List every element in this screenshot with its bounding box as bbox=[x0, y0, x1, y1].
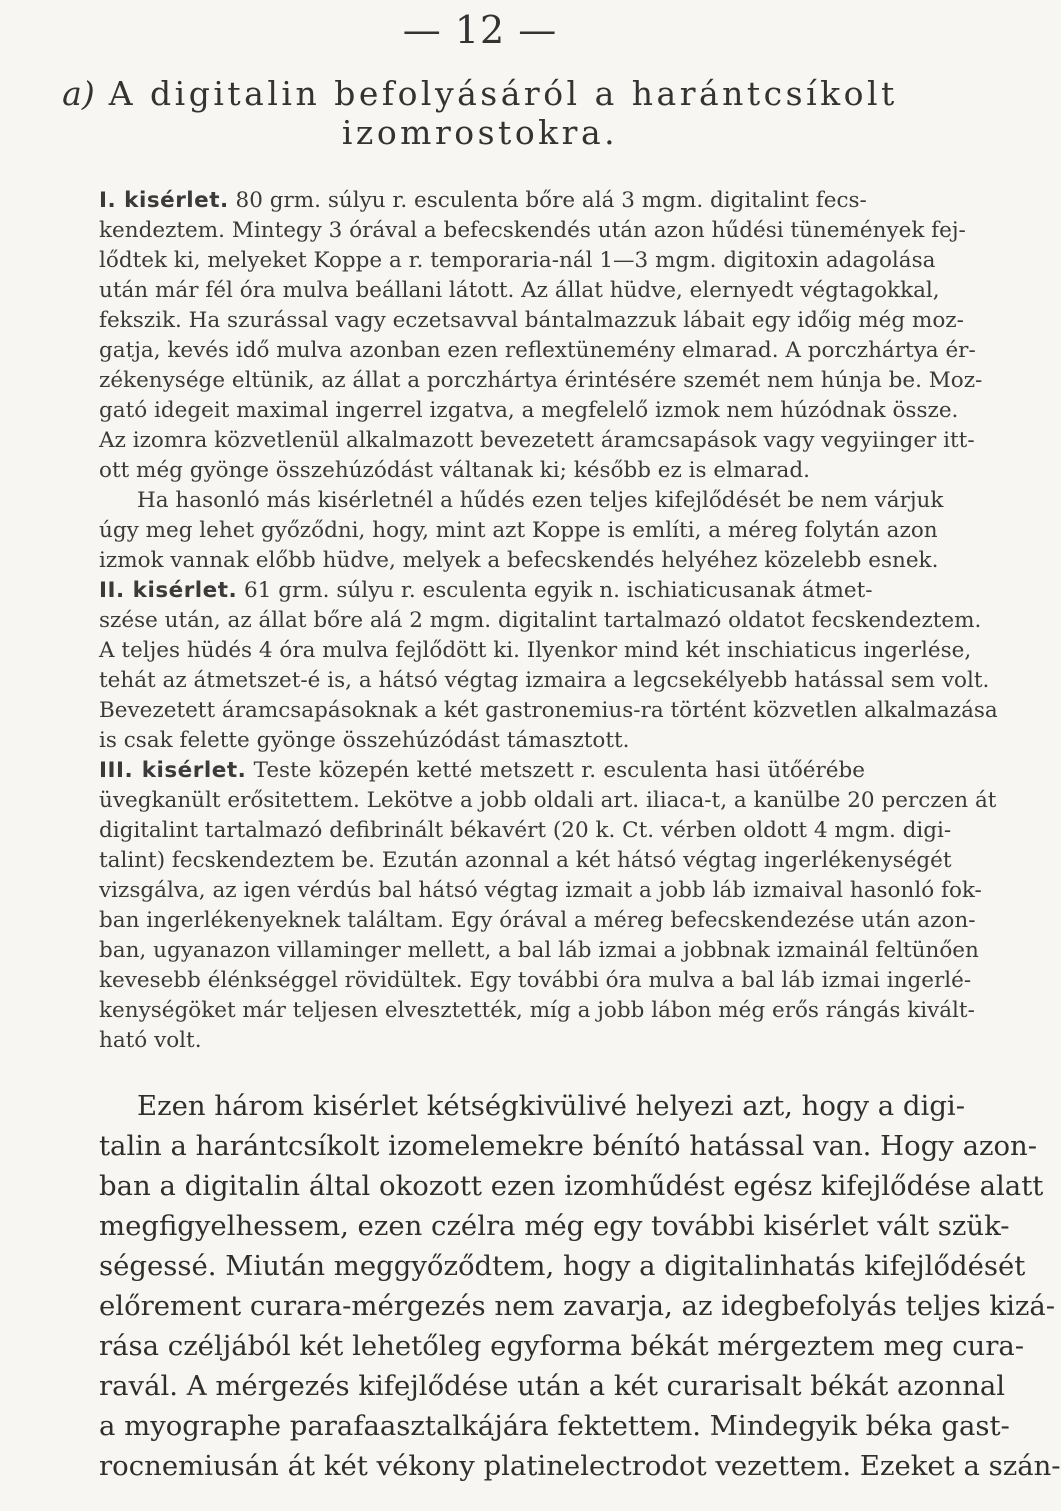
text-line: izmok vannak előbb hüdve, melyek a befecskendés helyéhez közelebb esnek. bbox=[99, 548, 939, 573]
large-text-line: a myographe parafaasztalkájára fektettem. Mindegyik béka gast- bbox=[99, 1410, 1010, 1442]
text-line: ott még gyönge összehúzódást váltanak ki; később ez is elmarad. bbox=[99, 458, 810, 483]
text-line: ban, ugyanazon villaminger mellett, a bal láb izmai a jobbnak izmainál feltünően bbox=[99, 938, 979, 963]
text-line-rest: 80 grm. súlyu r. esculenta bőre alá 3 mgm. digitalint fecs- bbox=[228, 188, 867, 213]
text-line: gató idegeit maximal ingerrel izgatva, a megfelelő izmok nem húzódnak össze. bbox=[99, 398, 959, 423]
text-line bbox=[99, 578, 873, 603]
section-title-line1 bbox=[0, 74, 960, 113]
text-line: ható volt. bbox=[99, 1028, 202, 1053]
text-line: A teljes hüdés 4 óra mulva fejlődött ki. Ilyenkor mind két inschiaticus ingerlése, bbox=[99, 638, 972, 663]
text-line bbox=[99, 188, 865, 213]
large-text-line: Ezen három kisérlet kétségkivülivé helyezi azt, hogy a digi- bbox=[137, 1090, 966, 1122]
large-text-line: ban a digitalin által okozott ezen izomhűdést egész kifejlődése alatt bbox=[99, 1170, 1044, 1202]
text-line: gatja, kevés idő mulva azonban ezen reflextünemény elmarad. A porczhártya ér- bbox=[99, 338, 976, 363]
experiment-label: III. kisérlet. bbox=[99, 758, 247, 783]
text-line: ban ingerlékenyeknek találtam. Egy órával a méreg befecskendezése után azon- bbox=[99, 908, 976, 933]
text-line: talint) fecskendeztem be. Ezután azonnal a két hátsó végtag ingerlékenységét bbox=[99, 848, 952, 873]
large-text-line: megfigyelhessem, ezen czélra még egy további kisérlet vált szük- bbox=[99, 1210, 1010, 1242]
page-number: — 12 — bbox=[402, 8, 558, 52]
text-line: szése után, az állat bőre alá 2 mgm. digitalint tartalmazó oldatot fecskendeztem. bbox=[99, 608, 982, 633]
text-line: tehát az átmetszet-é is, a hátsó végtag izmaira a legcsekélyebb hatással sem volt. bbox=[99, 668, 990, 693]
section-title-line2: izomrostokra. bbox=[341, 113, 619, 152]
text-line: úgy meg lehet győződni, hogy, mint azt Koppe is említi, a méreg folytán azon bbox=[99, 518, 938, 543]
text-line: után már fél óra mulva beállani látott. Az állat hüdve, elernyedt végtagokkal, bbox=[99, 278, 940, 303]
text-line bbox=[99, 758, 865, 783]
large-text-line: rása czéljából két lehetőleg egyforma békát mérgeztem meg cura- bbox=[99, 1330, 1025, 1362]
text-line-rest: 61 grm. súlyu r. esculenta egyik n. ischiaticusanak átmet- bbox=[237, 578, 873, 603]
text-line: fekszik. Ha szurással vagy eczetsavval bántalmazzuk lábait egy időig még moz- bbox=[99, 308, 964, 333]
text-line: üvegkanült erősitettem. Lekötve a jobb oldali art. iliaca-t, a kanülbe 20 perczen át bbox=[99, 788, 997, 813]
text-line: digitalint tartalmazó defibrinált békavért (20 k. Ct. vérben oldott 4 mgm. digi- bbox=[99, 818, 952, 843]
text-line: Ha hasonló más kisérletnél a hűdés ezen teljes kifejlődését be nem várjuk bbox=[137, 488, 944, 513]
large-text-line: ségessé. Miután meggyőződtem, hogy a digitalinhatás kifejlődését bbox=[99, 1250, 1026, 1282]
text-line: lődtek ki, melyeket Koppe a r. temporaria-nál 1—3 mgm. digitoxin adagolása bbox=[99, 248, 936, 273]
experiment-label: I. kisérlet. bbox=[99, 188, 229, 213]
large-text-line: előrement curara-mérgezés nem zavarja, az idegbefolyás teljes kizá- bbox=[99, 1290, 1056, 1322]
text-line: kevesebb élénkséggel rövidültek. Egy további óra mulva a bal láb izmai ingerlé- bbox=[99, 968, 972, 993]
text-line: zékenysége eltünik, az állat a porczhártya érintésére szemét nem húnja be. Moz- bbox=[99, 368, 983, 393]
experiment-label: II. kisérlet. bbox=[99, 578, 238, 603]
text-line-rest: Teste közepén ketté metszett r. esculenta hasi ütőérébe bbox=[246, 758, 865, 783]
text-line: Bevezetett áramcsapásoknak a két gastronemius-ra történt közvetlen alkalmazása bbox=[99, 698, 998, 723]
large-text-line: talin a harántcsíkolt izomelemekre bénító hatással van. Hogy azon- bbox=[99, 1130, 1038, 1162]
text-line: kenységöket már teljesen elvesztették, míg a jobb lábon még erős rángás kivált- bbox=[99, 998, 975, 1023]
text-line: Az izomra közvetlenül alkalmazott bevezetett áramcsapások vagy vegyiinger itt- bbox=[99, 428, 975, 453]
large-text-line: rocnemiusán át két vékony platinelectrodot vezettem. Ezeket a szán- bbox=[99, 1450, 1061, 1482]
text-line: is csak felette gyönge összehúzódást támasztott. bbox=[99, 728, 630, 753]
large-text-line: ravál. A mérgezés kifejlődése után a két curarisalt békát azonnal bbox=[99, 1370, 1006, 1402]
section-label: a) bbox=[62, 74, 95, 113]
text-line: kendeztem. Mintegy 3 órával a befecskendés után azon hűdési tünemények fej- bbox=[99, 218, 966, 243]
text-line: vizsgálva, az igen vérdús bal hátsó végtag izmait a jobb láb izmaival hasonló fok- bbox=[99, 878, 982, 903]
section-title-text: A digitalin befolyásáról a harántcsíkolt bbox=[108, 74, 898, 113]
